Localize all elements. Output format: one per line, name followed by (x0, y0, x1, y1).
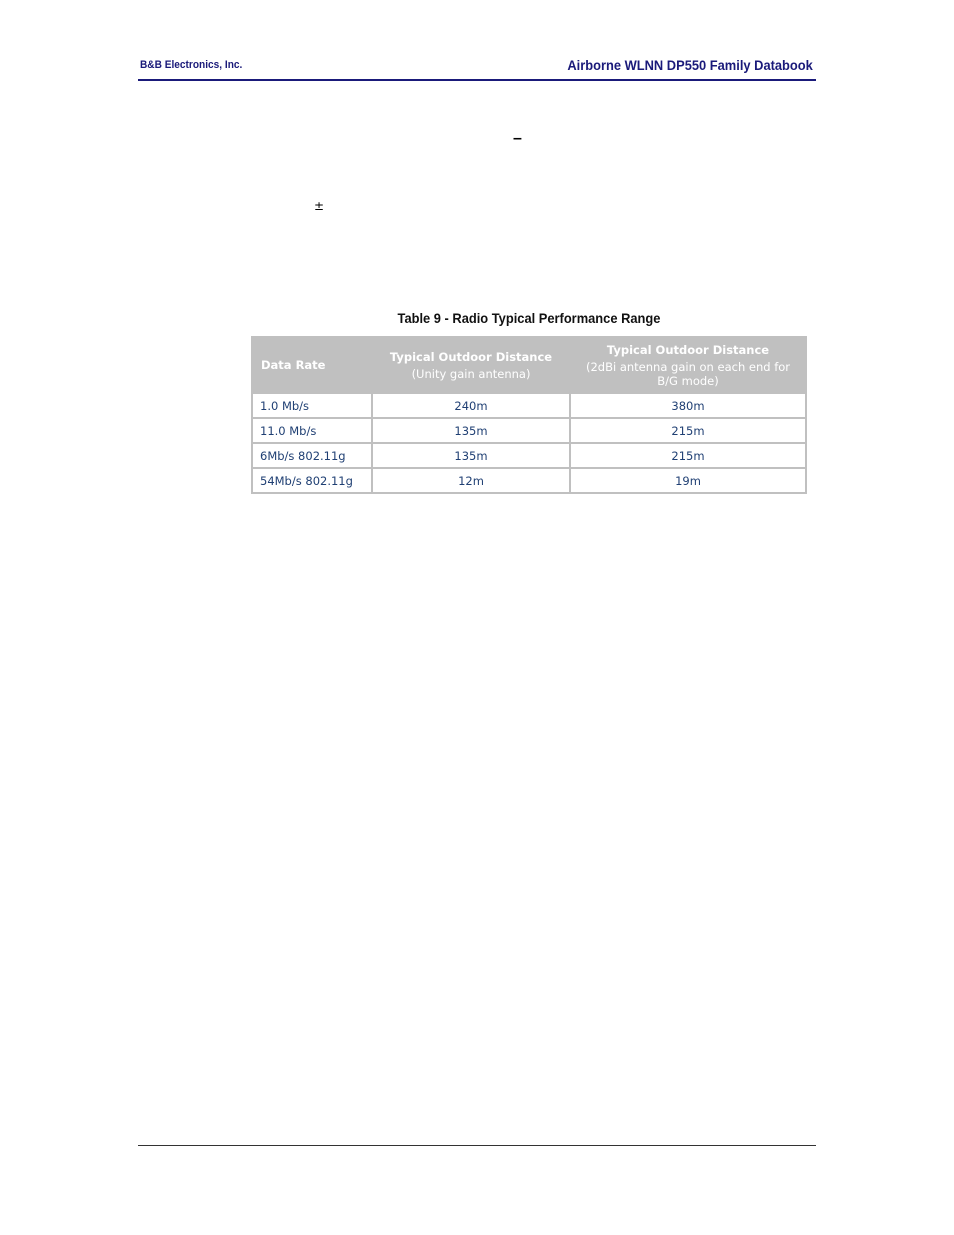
cell-2dbi-distance: 19m (571, 469, 805, 492)
cell-data-rate: 1.0 Mb/s (253, 394, 371, 417)
header-title: Data Rate (261, 358, 326, 372)
header-subtitle: (Unity gain antenna) (411, 366, 531, 381)
cell-data-rate: 6Mb/s 802.11g (253, 444, 371, 467)
cell-unity-distance: 12m (373, 469, 569, 492)
cell-2dbi-distance: 215m (571, 419, 805, 442)
header-2dbi-gain (571, 338, 805, 392)
cell-unity-distance: 240m (373, 394, 569, 417)
plus-minus-fragment: ± (314, 199, 325, 213)
table-row (253, 444, 805, 467)
cell-data-rate: 11.0 Mb/s (253, 419, 371, 442)
header-company: B&B Electronics, Inc. (140, 59, 243, 71)
header-subtitle: (2dBi antenna gain on each end for B/G mode) (585, 359, 791, 388)
table-row (253, 419, 805, 442)
header-title: Typical Outdoor Distance (606, 342, 770, 357)
dash-fragment: – (513, 130, 522, 147)
header-rule (138, 79, 816, 81)
footer-rule (138, 1145, 816, 1146)
cell-unity-distance: 135m (373, 419, 569, 442)
cell-unity-distance: 135m (373, 444, 569, 467)
performance-table (251, 336, 807, 494)
header-doc-title: Airborne WLNN DP550 Family Databook (567, 57, 813, 73)
table-row (253, 469, 805, 492)
cell-data-rate: 54Mb/s 802.11g (253, 469, 371, 492)
header-unity-gain (373, 338, 569, 392)
table-row (253, 394, 805, 417)
header-data-rate (253, 338, 371, 392)
table-header-row (253, 338, 805, 392)
cell-2dbi-distance: 380m (571, 394, 805, 417)
table-caption: Table 9 - Radio Typical Performance Range (397, 310, 661, 326)
cell-2dbi-distance: 215m (571, 444, 805, 467)
header-title: Typical Outdoor Distance (389, 349, 553, 364)
